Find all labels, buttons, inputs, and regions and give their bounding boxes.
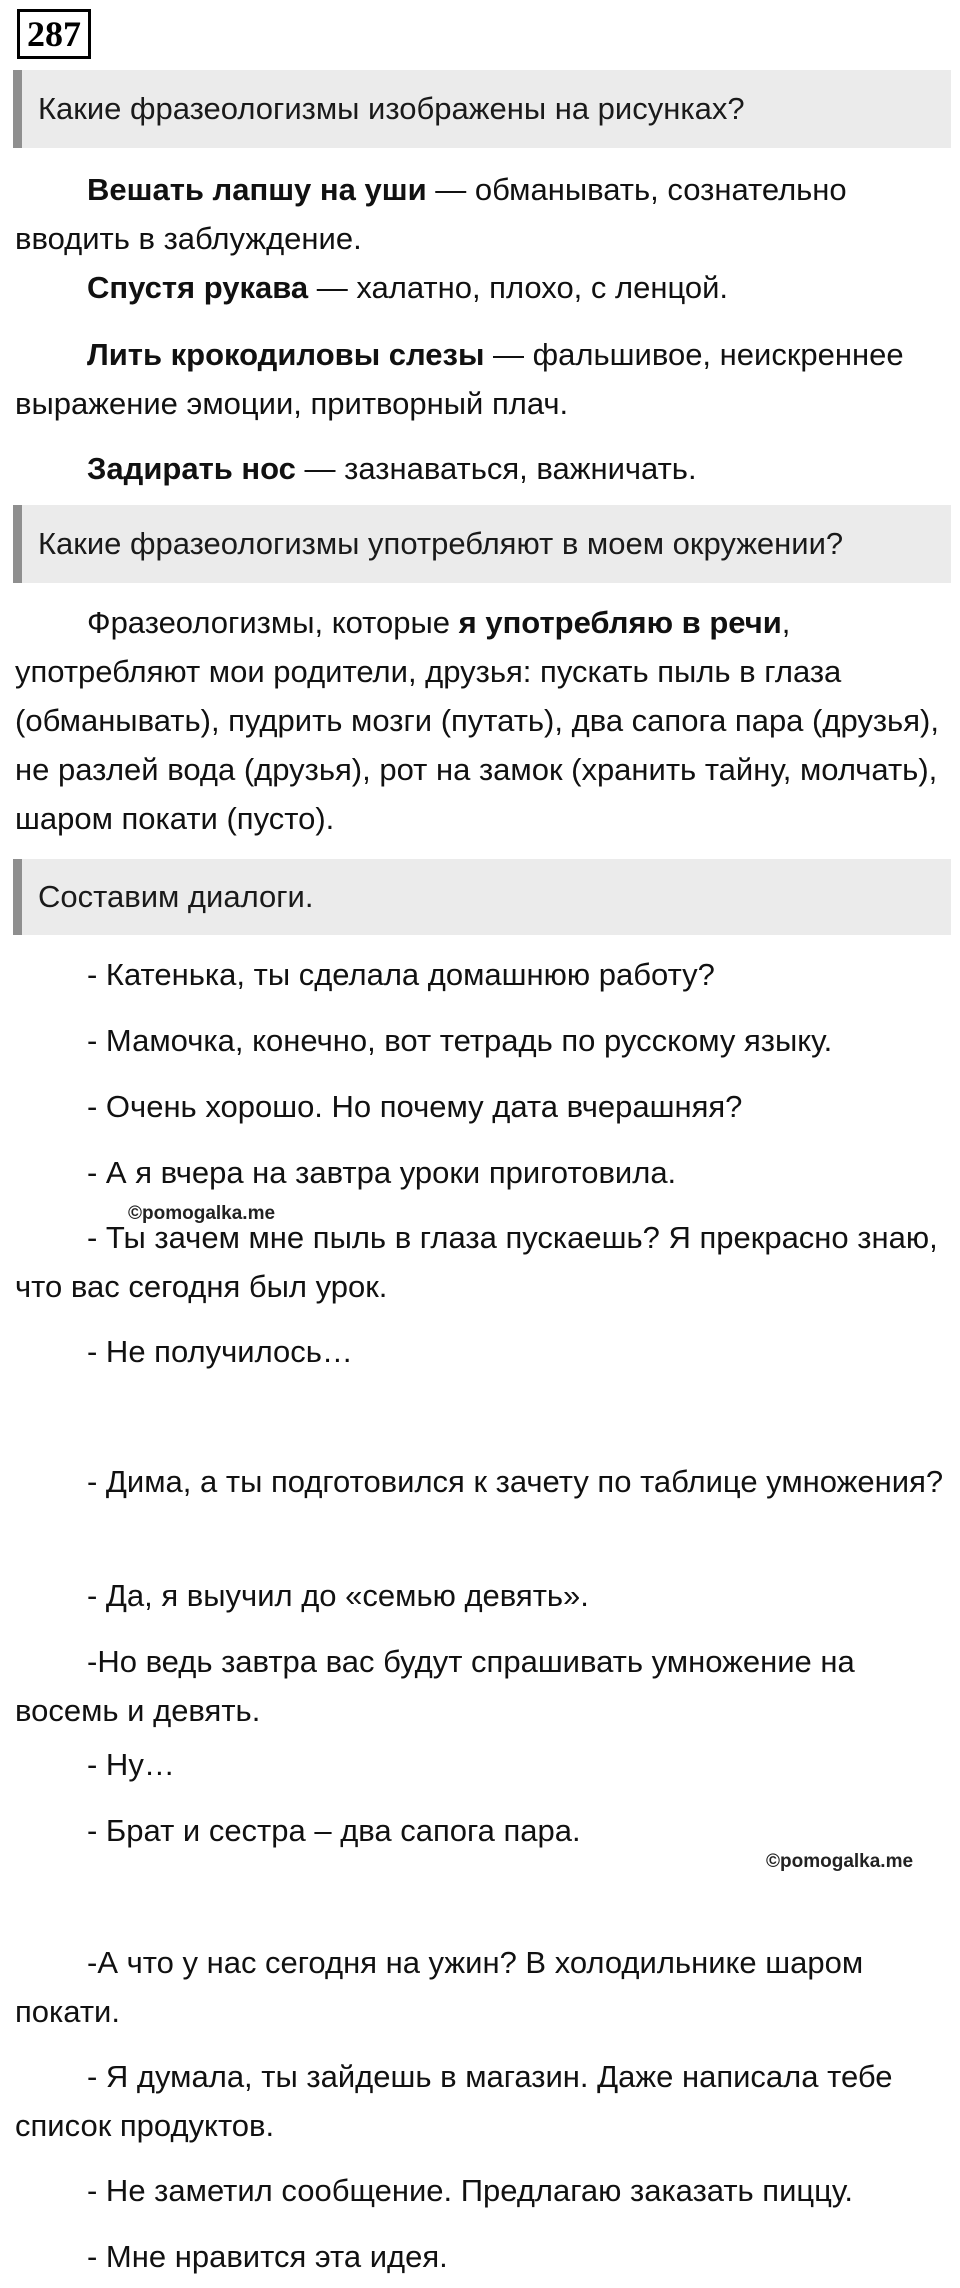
question-bar-1 (13, 70, 951, 148)
question-text-1: Какие фразеологизмы изображены на рисунках? (38, 91, 745, 126)
idiom-term-2: Спустя рукава (87, 270, 309, 305)
dialog1-line-6: - Не получилось… (87, 1334, 353, 1369)
idiom-term-3: Лить крокодиловы слезы (87, 337, 485, 372)
dialog1-line-4: - А я вчера на завтра уроки приготовила. (87, 1155, 677, 1190)
idiom-3 (15, 330, 950, 428)
idiom-definition-4: — зазнаваться, важничать. (295, 451, 697, 486)
question-bar-2 (13, 505, 951, 583)
watermark-1: ©pomogalka.me (128, 1203, 276, 1224)
idiom-1 (15, 165, 950, 263)
idiom-definition-1: — обманывать, сознательно вводить в заблуждение. (15, 172, 847, 256)
idiom-term-1: Вешать лапшу на уши (87, 172, 427, 207)
dialog1-line-2: - Мамочка, конечно, вот тетрадь по русскому языку. (87, 1023, 833, 1058)
dialog3-line-4: - Мне нравится эта идея. (87, 2239, 448, 2274)
idiom-term-4: Задирать нос (87, 451, 296, 486)
idiom-2 (15, 263, 950, 312)
dialog1-line-5: - Ты зачем мне пыль в глаза пускаешь? Я прекрасно знаю, что вас сегодня был урок. (15, 1220, 938, 1304)
dialog1-line-1: - Катенька, ты сделала домашнюю работу? (87, 957, 715, 992)
idiom-definition-3: — фальшивое, неискреннее выражение эмоции, притворный плач. (15, 337, 904, 421)
usage-paragraph (15, 598, 950, 843)
watermark-2: ©pomogalka.me (766, 1851, 914, 1872)
dialog3-line-2: - Я думала, ты зайдешь в магазин. Даже написала тебе список продуктов. (15, 2059, 893, 2143)
task-number: 287 (17, 9, 91, 59)
idiom-definition-2: — халатно, плохо, с ленцой. (308, 270, 729, 305)
usage-bold: я употребляю в речи (458, 605, 782, 640)
usage-prefix: Фразеологизмы, которые (87, 605, 459, 640)
dialog2-line-5: - Брат и сестра – два сапога пара. (87, 1813, 581, 1848)
dialog2-line-1: - Дима, а ты подготовился к зачету по таблице умножения? (87, 1464, 944, 1499)
dialog2-line-3: -Но ведь завтра вас будут спрашивать умножение на восемь и девять. (15, 1644, 855, 1728)
usage-rest: , употребляют мои родители, друзья: пускать пыль в глаза (обманывать), пудрить мозги (путать), два сапога пара (друзья), не разлей вода (друзья), рот на замок (хранить тайну, молчать), шаром покати (пусто). (15, 605, 939, 836)
idiom-4 (15, 444, 950, 493)
dialog2-line-2: - Да, я выучил до «семью девять». (87, 1578, 589, 1613)
dialog3-line-1: -А что у нас сегодня на ужин? В холодильнике шаром покати. (15, 1945, 864, 2029)
question-text-3: Составим диалоги. (38, 879, 314, 914)
dialog1-line-3: - Очень хорошо. Но почему дата вчерашняя? (87, 1089, 743, 1124)
dialog2-line-4: - Ну… (87, 1747, 175, 1782)
question-bar-3 (13, 859, 951, 935)
dialog3-line-3: - Не заметил сообщение. Предлагаю заказать пиццу. (87, 2173, 853, 2208)
question-text-2: Какие фразеологизмы употребляют в моем окружении? (38, 526, 844, 561)
